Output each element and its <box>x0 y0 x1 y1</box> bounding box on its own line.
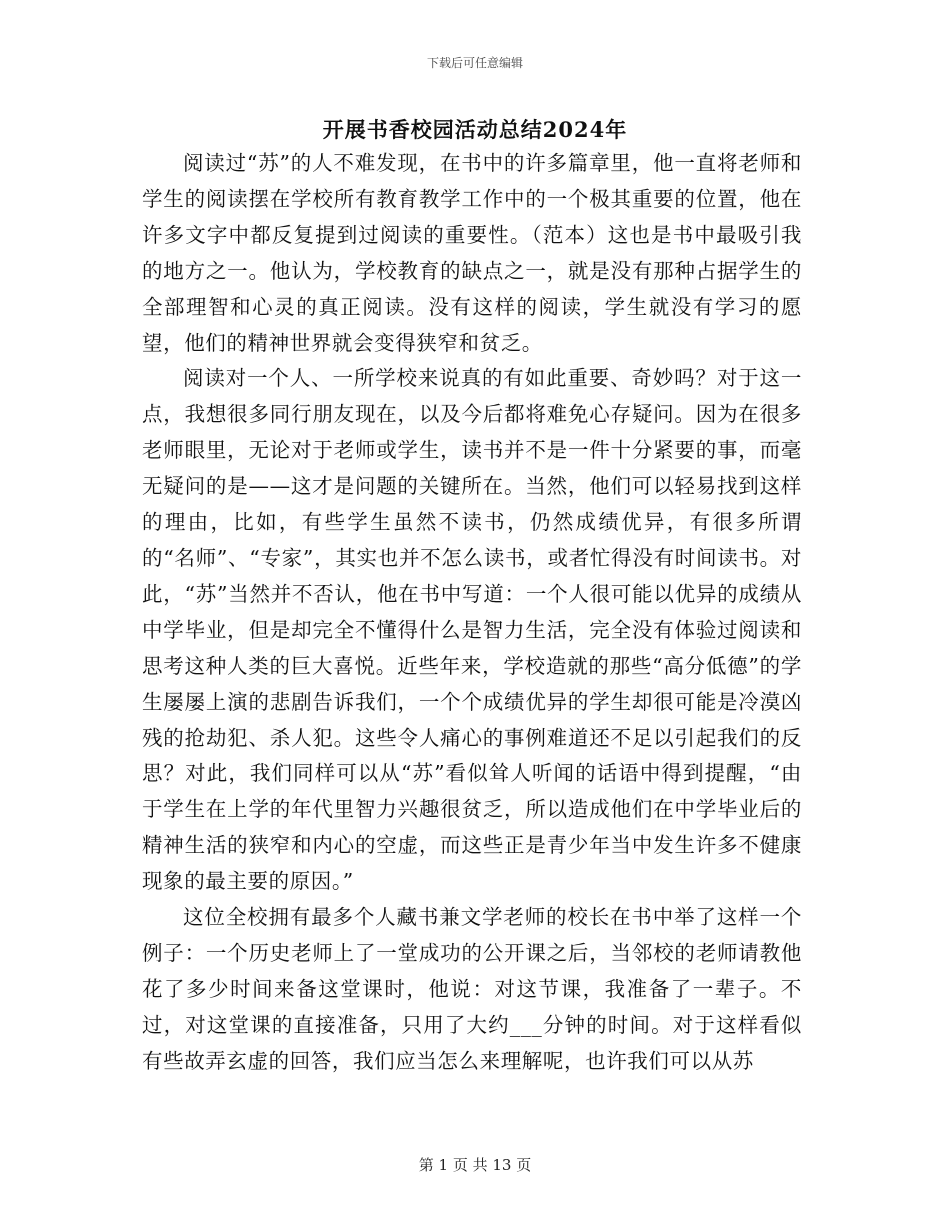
paragraph-1: 阅读过“苏”的人不难发现，在书中的许多篇章里，他一直将老师和学生的阅读摆在学校所有教育教学工作中的一个极其重要的位置，他在许多文字中都反复提到过阅读的重要性。（范本）这也是书中最吸引我的地方之一。他认为，学校教育的缺点之一，就是没有那种占据学生的全部理智和心灵的真正阅读。没有这样的阅读，学生就没有学习的愿望，他们的精神世界就会变得狭窄和贫乏。 <box>142 151 802 355</box>
header-note: 下载后可任意编辑 <box>426 56 523 70</box>
document-title: 开展书香校园活动总结2024年 <box>322 117 628 142</box>
page-number: 第 1 页 共 13 页 <box>418 1156 532 1174</box>
document-body <box>142 146 802 1080</box>
paragraph-3: 这位全校拥有最多个人藏书兼文学老师的校长在书中举了这样一个例子：一个历史老师上了一堂成功的公开课之后，当邻校的老师请教他花了多少时间来备这堂课时，他说：对这节课，我准备了一辈子。不过，对这堂课的直接准备，只用了大约___分钟的时间。对于这样看似有些故弄玄虚的回答，我们应当怎么来理解呢，也许我们可以从苏 <box>142 905 802 1073</box>
paragraph-2: 阅读对一个人、一所学校来说真的有如此重要、奇妙吗？对于这一点，我想很多同行朋友现在，以及今后都将难免心存疑问。因为在很多老师眼里，无论对于老师或学生，读书并不是一件十分紧要的事，而毫无疑问的是——这才是问题的关键所在。当然，他们可以轻易找到这样的理由，比如，有些学生虽然不读书，仍然成绩优异，有很多所谓的“名师”、“专家”，其实也并不怎么读书，或者忙得没有时间读书。对此，“苏”当然并不否认，他在书中写道：一个人很可能以优异的成绩从中学毕业，但是却完全不懂得什么是智力生活，完全没有体验过阅读和思考这种人类的巨大喜悦。近些年来，学校造就的那些“高分低德”的学生屡屡上演的悲剧告诉我们，一个个成绩优异的学生却很可能是冷漠凶残的抢劫犯、杀人犯。这些令人痛心的事例难道还不足以引起我们的反思？对此，我们同样可以从“苏”看似耸人听闻的话语中得到提醒，“由于学生在上学的年代里智力兴趣很贫乏，所以造成他们在中学毕业后的精神生活的狭窄和内心的空虚，而这些正是青少年当中发生许多不健康现象的最主要的原因。” <box>142 366 802 894</box>
